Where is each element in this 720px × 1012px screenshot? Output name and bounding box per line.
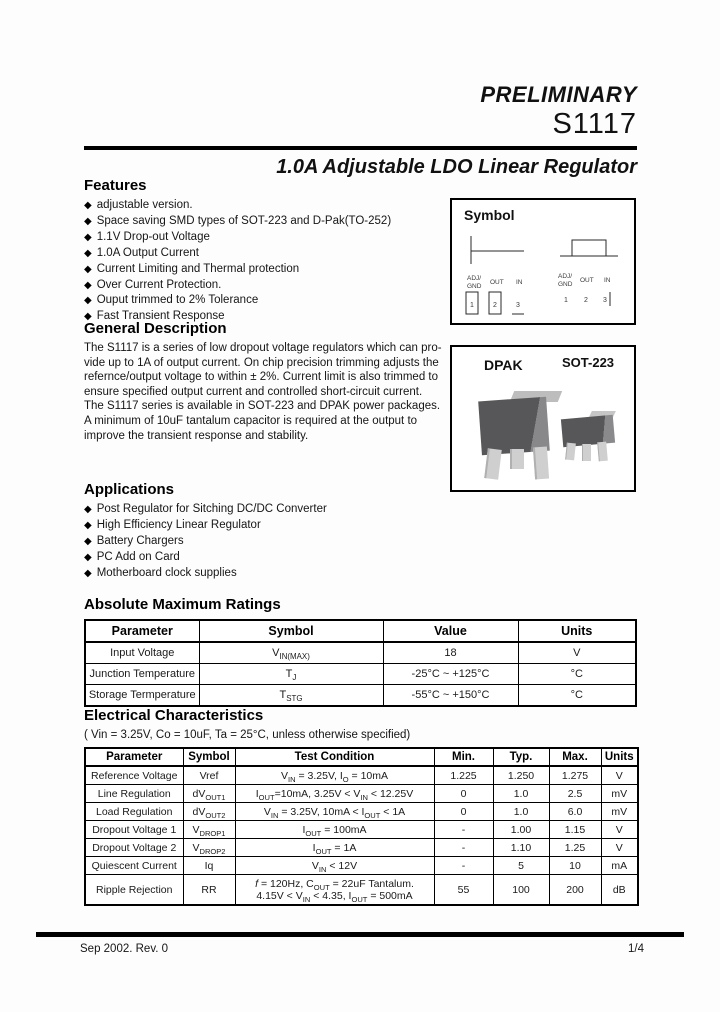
diamond-bullet-icon: ◆ <box>84 504 92 515</box>
max-cell: 200 <box>549 875 601 906</box>
feature-text: 1.1V Drop-out Voltage <box>96 230 210 243</box>
condition-cell: $I_{OUT}=10mA$, $3.25V < V_{IN} < 12.25V$ <box>235 785 434 803</box>
parameter-cell: Line Regulation <box>85 785 183 803</box>
feature-text: Ouput trimmed to 2% Tolerance <box>96 294 259 307</box>
column-header: Parameter <box>85 748 183 766</box>
svg-text:3: 3 <box>516 302 520 309</box>
diamond-bullet-icon: ◆ <box>84 295 92 307</box>
max-cell: 6.0 <box>549 803 601 821</box>
symbol-cell: RR <box>183 875 235 906</box>
table-row <box>85 821 638 839</box>
symbol-cell: $dV_{OUT2}$ <box>183 803 235 821</box>
feature-text: adjustable version. <box>96 199 193 211</box>
parameter-cell: Load Regulation <box>85 803 183 821</box>
typ-cell: 1.0 <box>493 803 549 821</box>
applications-section <box>84 481 446 582</box>
condition-cell: $I_{OUT} = 1A$ <box>235 839 434 857</box>
footer-revision: Sep 2002. Rev. 0 <box>80 943 169 955</box>
sot223-package-image <box>560 411 630 473</box>
max-cell: 10 <box>549 857 601 875</box>
sot223-label: SOT-223 <box>562 355 615 370</box>
typ-cell: 100 <box>493 875 549 906</box>
abs-max-table <box>84 619 637 707</box>
condition-cell: $V_{IN} = 3.25V$, $10mA < I_{OUT} < 1A$ <box>235 803 434 821</box>
symbol-cell: Iq <box>183 857 235 875</box>
diamond-bullet-icon: ◆ <box>84 567 92 579</box>
diamond-bullet-icon: ◆ <box>84 519 92 531</box>
dpak-lead <box>510 449 524 469</box>
units-cell: V <box>601 821 638 839</box>
parameter-cell: Dropout Voltage 2 <box>85 839 183 857</box>
svg-text:2: 2 <box>493 302 497 309</box>
description-line: vide up to 1A of output current. On chip precision trimming adjusts the <box>84 356 439 369</box>
feature-text: Over Current Protection. <box>96 278 222 291</box>
typ-cell: 1.250 <box>493 766 549 785</box>
feature-text: Space saving SMD types of SOT-223 and D-Pak(TO-252) <box>96 214 392 227</box>
condition-line: f = 120Hz, $C_{OUT} = 22uF$ Tantalum. <box>255 877 414 892</box>
diamond-bullet-icon: ◆ <box>84 551 92 563</box>
parameter-cell: Input Voltage <box>85 642 199 664</box>
column-header: Symbol <box>183 748 235 766</box>
applications-list <box>84 502 446 582</box>
column-header: Units <box>518 620 636 642</box>
symbol-cell: $dV_{OUT1}$ <box>183 785 235 803</box>
sot223-lead <box>565 443 576 461</box>
column-header: Value <box>383 620 518 642</box>
general-description-section <box>84 320 448 443</box>
max-cell: 1.275 <box>549 766 601 785</box>
symbol-cell: $V_{DROP1}$ <box>183 821 235 839</box>
feature-text: 1.0A Output Current <box>96 246 199 259</box>
min-cell: 0 <box>434 785 493 803</box>
feature-text: Fast Transient Response <box>96 310 225 323</box>
min-cell: - <box>434 839 493 857</box>
units-cell: V <box>601 839 638 857</box>
description-line: ensure specified output current and controlled short-circuit current. <box>84 385 423 398</box>
svg-text:IN: IN <box>516 279 523 286</box>
table-row <box>85 766 638 785</box>
dpak-label: DPAK <box>484 357 523 373</box>
list-item <box>84 518 446 534</box>
symbol-box <box>450 198 636 325</box>
diamond-bullet-icon: ◆ <box>84 263 92 275</box>
svg-text:3: 3 <box>603 297 607 304</box>
symbol-cell: $V_{DROP2}$ <box>183 839 235 857</box>
diamond-bullet-icon: ◆ <box>84 200 92 211</box>
elec-heading: Electrical Characteristics <box>84 707 264 724</box>
condition-cell <box>235 875 434 906</box>
list-item <box>84 198 446 214</box>
svg-text:2: 2 <box>584 297 588 304</box>
parameter-cell: Reference Voltage <box>85 766 183 785</box>
parameter-cell: Ripple Rejection <box>85 875 183 906</box>
table-row <box>85 857 638 875</box>
diamond-bullet-icon: ◆ <box>84 231 92 243</box>
svg-text:IN: IN <box>604 277 611 284</box>
svg-text:1: 1 <box>470 302 474 309</box>
elec-char-table <box>84 747 639 906</box>
units-cell: °C <box>518 685 636 707</box>
table-row <box>85 839 638 857</box>
description-line: refernce/output voltage to within ± 2%. Current limit is also trimmed to <box>84 371 439 384</box>
table-row <box>85 642 636 664</box>
svg-text:1: 1 <box>564 297 568 304</box>
typ-cell: 1.0 <box>493 785 549 803</box>
value-cell: -25°C ~ +125°C <box>383 664 518 685</box>
header-rule <box>84 146 637 150</box>
package-box <box>450 345 636 492</box>
symbol-cell: $T_J$ <box>199 664 383 685</box>
list-item <box>84 214 446 230</box>
max-cell: 1.15 <box>549 821 601 839</box>
diamond-bullet-icon: ◆ <box>84 311 92 323</box>
pinout-symbol-drawing <box>454 234 632 320</box>
description-line: A minimum of 10uF tantalum capacitor is required at the output to <box>84 414 418 427</box>
condition-cell: $V_{IN} = 3.25V$, $I_O = 10mA$ <box>235 766 434 785</box>
svg-text:ADJ/: ADJ/ <box>467 275 482 282</box>
column-header: Units <box>601 748 638 766</box>
svg-text:OUT: OUT <box>490 279 504 286</box>
table-row <box>85 685 636 707</box>
dpak-package-image <box>476 389 572 481</box>
value-cell: -55°C ~ +150°C <box>383 685 518 707</box>
list-item <box>84 566 446 582</box>
units-cell: mV <box>601 803 638 821</box>
min-cell: 1.225 <box>434 766 493 785</box>
units-cell: mV <box>601 785 638 803</box>
features-heading: Features <box>84 177 147 194</box>
sot223-lead <box>582 444 591 461</box>
column-header: Symbol <box>199 620 383 642</box>
abs-max-heading: Absolute Maximum Ratings <box>84 596 281 613</box>
condition-cell: $I_{OUT} = 100mA$ <box>235 821 434 839</box>
preliminary-stamp: PRELIMINARY <box>480 82 637 107</box>
typ-cell: 1.10 <box>493 839 549 857</box>
footer-page-number: 1/4 <box>628 943 644 955</box>
symbol-cell: Vref <box>183 766 235 785</box>
column-header: Typ. <box>493 748 549 766</box>
application-text: Post Regulator for Sitching DC/DC Converter <box>96 503 327 515</box>
symbol-heading: Symbol <box>464 207 515 223</box>
svg-text:ADJ/: ADJ/ <box>558 273 573 280</box>
min-cell: - <box>434 857 493 875</box>
features-list <box>84 198 446 325</box>
diamond-bullet-icon: ◆ <box>84 535 92 547</box>
svg-text:OUT: OUT <box>580 277 594 284</box>
svg-text:GND: GND <box>467 283 482 290</box>
units-cell: mA <box>601 857 638 875</box>
units-cell: V <box>518 642 636 664</box>
description-line: The S1117 is a series of low dropout voltage regulators which can pro- <box>84 342 442 354</box>
typ-cell: 5 <box>493 857 549 875</box>
units-cell: °C <box>518 664 636 685</box>
min-cell: - <box>434 821 493 839</box>
page-title: 1.0A Adjustable LDO Linear Regulator <box>276 156 637 178</box>
features-section <box>84 177 446 325</box>
list-item <box>84 502 446 518</box>
application-text: PC Add on Card <box>96 550 180 563</box>
electrical-characteristics-section <box>84 707 640 906</box>
description-line: The S1117 series is available in SOT-223 and DPAK power packages. <box>84 400 441 413</box>
min-cell: 0 <box>434 803 493 821</box>
list-item <box>84 262 446 278</box>
list-item <box>84 293 446 309</box>
condition-cell: $V_{IN} < 12V$ <box>235 857 434 875</box>
column-header: Max. <box>549 748 601 766</box>
column-header: Parameter <box>85 620 199 642</box>
typ-cell: 1.00 <box>493 821 549 839</box>
svg-text:GND: GND <box>558 281 573 288</box>
value-cell: 18 <box>383 642 518 664</box>
column-header: Test Condition <box>235 748 434 766</box>
max-cell: 1.25 <box>549 839 601 857</box>
application-text: Battery Chargers <box>96 534 184 547</box>
parameter-cell: Junction Temperature <box>85 664 199 685</box>
table-header-row <box>85 620 636 642</box>
absolute-maximum-ratings-section <box>84 596 638 707</box>
dpak-lead <box>484 448 502 479</box>
symbol-cell: $V_{IN(MAX)}$ <box>199 642 383 664</box>
description-line: improve the transient response and stability. <box>84 429 309 442</box>
application-text: High Efficiency Linear Regulator <box>96 518 261 531</box>
list-item <box>84 534 446 550</box>
parameter-cell: Dropout Voltage 1 <box>85 821 183 839</box>
units-cell: V <box>601 766 638 785</box>
part-number: S1117 <box>552 108 637 140</box>
table-row <box>85 875 638 906</box>
test-conditions-note: ( Vin = 3.25V, Co = 10uF, Ta = 25°C, unless otherwise specified) <box>84 729 411 741</box>
feature-text: Current Limiting and Thermal protection <box>96 262 300 275</box>
application-text: Motherboard clock supplies <box>96 566 237 579</box>
list-item <box>84 278 446 294</box>
max-cell: 2.5 <box>549 785 601 803</box>
condition-line: $4.15V < V_{IN} < 4.35$, $I_{OUT} = 500mA$ <box>256 889 413 904</box>
table-row <box>85 785 638 803</box>
footer-rule <box>36 932 684 937</box>
units-cell: dB <box>601 875 638 906</box>
applications-heading: Applications <box>84 481 175 498</box>
list-item <box>84 230 446 246</box>
diamond-bullet-icon: ◆ <box>84 215 92 227</box>
parameter-cell: Storage Termperature <box>85 685 199 707</box>
symbol-cell: $T_{STG}$ <box>199 685 383 707</box>
min-cell: 55 <box>434 875 493 906</box>
sot223-lead <box>597 442 608 462</box>
column-header: Min. <box>434 748 493 766</box>
list-item <box>84 246 446 262</box>
list-item <box>84 550 446 566</box>
table-row <box>85 803 638 821</box>
table-row <box>85 664 636 685</box>
general-description-heading: General Description <box>84 320 227 337</box>
parameter-cell: Quiescent Current <box>85 857 183 875</box>
table-header-row <box>85 748 638 766</box>
diamond-bullet-icon: ◆ <box>84 247 92 259</box>
diamond-bullet-icon: ◆ <box>84 279 92 291</box>
dpak-lead <box>533 447 549 480</box>
